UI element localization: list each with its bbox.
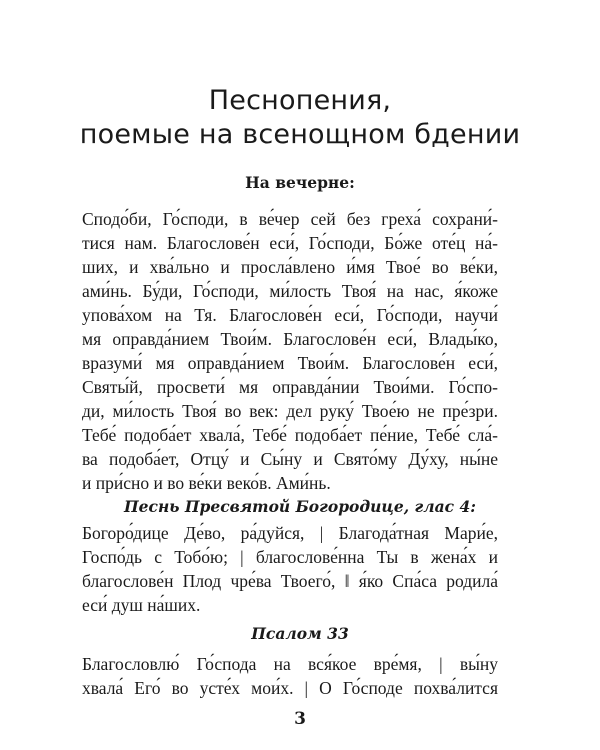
text-line: хвала́ Его́ во усте́х мои́х. | О Го́споде похва́лится: [82, 678, 498, 698]
text-line: вразуми́ мя оправда́нием Твои́м. Благослове́н еси́,: [82, 353, 498, 373]
page-title-line-1: Песнопения,: [208, 85, 392, 116]
text-line: Богоро́дице Де́во, ра́дуйся, | Благода́тная Мари́е,: [82, 523, 498, 543]
text-line: ди, ми́лость Твоя́ во век: дел руку́ Твое́ю не пре́зри.: [82, 401, 498, 421]
text-line: Тебе́ подоба́ет хвала́, Тебе́ подоба́ет пе́ние, Тебе́ сла́-: [82, 425, 498, 445]
text-line: и при́сно и во ве́ки веко́в. Ами́нь.: [82, 473, 331, 493]
text-line: упова́хом на Тя. Благослове́н еси́, Го́споди, научи́: [82, 305, 498, 325]
text-line: ва подоба́ет, Отцу́ и Сы́ну и Свято́му Ду́ху, ны́не: [82, 449, 498, 469]
text-line: мя оправда́нием Твои́м. Благослове́н еси́, Влады́ко,: [82, 329, 498, 349]
page-number: 3: [294, 709, 306, 729]
text-line: Госпо́дь с Тобо́ю; | благослове́нна Ты в жена́х и: [82, 547, 498, 567]
page-title-line-2: поемые на всенощном бдении: [79, 119, 521, 150]
text-line: ами́нь. Бу́ди, Го́споди, ми́лость Твоя́ на нас, я́коже: [82, 281, 498, 301]
vespers-heading: На вечерне:: [245, 173, 355, 192]
text-line: благослове́н Плод чре́ва Твоего́, ‖ я́ко Спа́са родила́: [82, 571, 498, 591]
text-line: тися нам. Благослове́н еси́, Го́споди, Бо́же оте́ц на́-: [82, 233, 498, 253]
text-line: Сподо́би, Го́споди, в ве́чер сей без греха́ сохрани́-: [82, 209, 498, 229]
theotokos-heading: Песнь Пресвятой Богородице, глас 4:: [124, 497, 476, 516]
psalm-heading: Псалом 33: [251, 624, 349, 643]
text-line: еси́ душ на́ших.: [82, 595, 201, 615]
text-line: Благословлю́ Го́спода на вся́кое вре́мя, | вы́ну: [82, 654, 498, 674]
text-line: ших, и хва́льно и просла́влено и́мя Твое́ во ве́ки,: [82, 257, 498, 277]
text-line: Святы́й, просвети́ мя оправда́нии Твои́ми. Го́спо-: [82, 377, 498, 397]
